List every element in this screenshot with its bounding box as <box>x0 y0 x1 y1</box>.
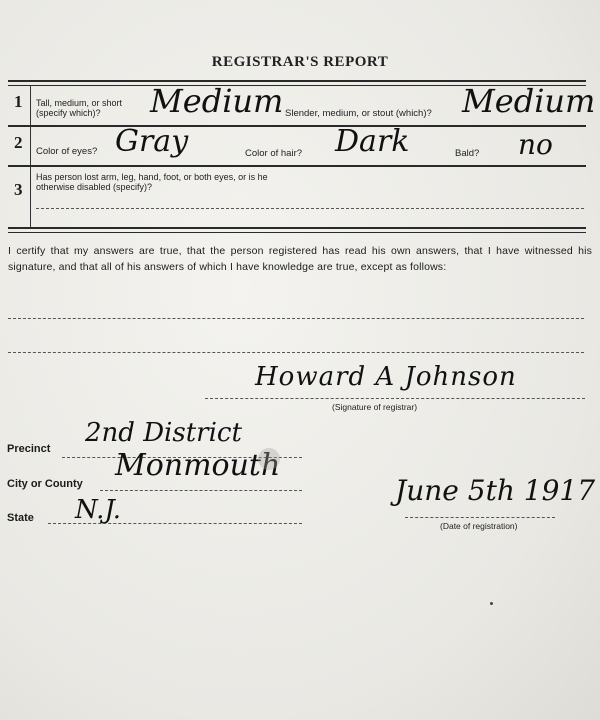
paper-speck <box>490 602 493 605</box>
page-title: REGISTRAR'S REPORT <box>211 54 389 70</box>
row-3-rule-thin <box>8 232 586 233</box>
state-label: State <box>7 512 34 524</box>
bald-label: Bald? <box>455 148 480 159</box>
precinct-label: Precinct <box>7 443 51 455</box>
row-2-rule <box>8 165 586 167</box>
date-line <box>405 517 555 518</box>
city-line <box>100 490 302 491</box>
state-value: N.J. <box>75 495 122 525</box>
city-label: City or County <box>7 478 83 490</box>
hair-value: Dark <box>335 124 410 159</box>
signature-caption: (Signature of registrar) <box>332 402 418 412</box>
question-2-number: 2 <box>14 133 23 152</box>
paper-smudge <box>258 448 280 470</box>
city-value: Monmouth <box>115 448 281 483</box>
height-value: Medium <box>150 82 284 120</box>
exception-line-1 <box>8 318 584 319</box>
build-value: Medium <box>462 82 596 120</box>
height-label: Tall, medium, or short (specify which)? <box>36 98 123 118</box>
eyes-value: Gray <box>115 124 189 159</box>
precinct-value: 2nd District <box>85 418 242 448</box>
row-3-rule <box>8 227 586 229</box>
disability-label: Has person lost arm, leg, hand, foot, or both eyes, or is he otherwise disabled (specify)? <box>36 172 268 192</box>
number-column-divider <box>30 85 31 228</box>
question-1-number: 1 <box>14 92 23 111</box>
state-line <box>48 523 302 524</box>
signature-line <box>205 398 585 399</box>
row-1-rule <box>8 125 586 127</box>
build-label: Slender, medium, or stout (which)? <box>285 108 432 119</box>
question-3-number: 3 <box>14 180 23 199</box>
eyes-label: Color of eyes? <box>36 146 98 157</box>
date-caption: (Date of registration) <box>440 521 518 531</box>
certification-text: I certify that my answers are true, that the person registered has read his own answers, that I have witnessed his signature, and that all of his answers of which I have knowledge are true, except as follows: <box>8 245 592 273</box>
exception-line-2 <box>8 352 584 353</box>
bald-value: no <box>518 128 553 161</box>
registration-date: June 5th 1917 <box>395 474 596 507</box>
hair-label: Color of hair? <box>245 148 303 159</box>
disability-line-1 <box>36 208 584 209</box>
registrar-signature: Howard A Johnson <box>255 362 517 392</box>
